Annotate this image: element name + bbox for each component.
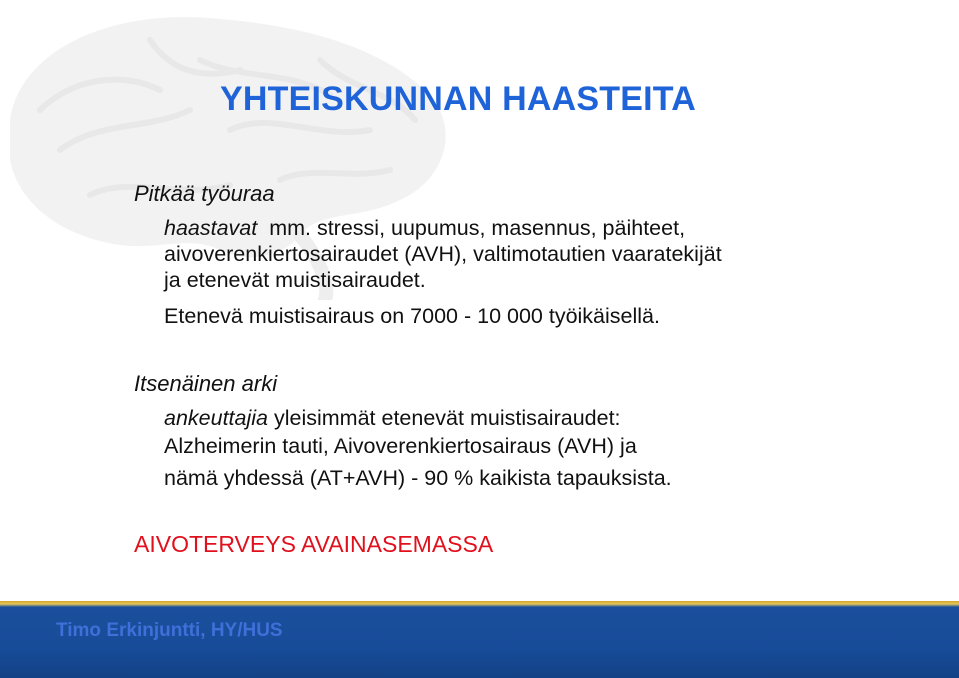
line-text: yleisimmät etenevät muistisairaudet: <box>273 406 621 430</box>
section-heading-independent-life: Itsenäinen arki <box>134 371 278 396</box>
body-line <box>164 406 621 431</box>
body-line: nämä yhdessä (AT+AVH) - 90 % kaikista tapauksista. <box>164 466 672 490</box>
footer-bar <box>0 601 959 678</box>
line-text: mm. stressi, uupumus, masennus, päihteet, <box>269 216 686 240</box>
slide-title: YHTEISKUNNAN HAASTEITA <box>220 80 697 118</box>
body-line: ja etenevät muistisairaudet. <box>164 268 426 292</box>
body-line <box>164 216 685 241</box>
body-line: Etenevä muistisairaus on 7000 - 10 000 työikäisellä. <box>164 304 660 328</box>
emphasis-word: haastavat <box>164 216 258 240</box>
highlight-statement: AIVOTERVEYS AVAINASEMASSA <box>134 531 494 557</box>
footer-author: Timo Erkinjuntti, HY/HUS <box>56 620 283 641</box>
body-line: Alzheimerin tauti, Aivoverenkiertosairaus (AVH) ja <box>164 434 637 458</box>
body-line: aivoverenkiertosairaudet (AVH), valtimotautien vaaratekijät <box>164 242 722 266</box>
section-heading-career: Pitkää työuraa <box>134 181 275 206</box>
emphasis-word: ankeuttajia <box>164 406 268 430</box>
